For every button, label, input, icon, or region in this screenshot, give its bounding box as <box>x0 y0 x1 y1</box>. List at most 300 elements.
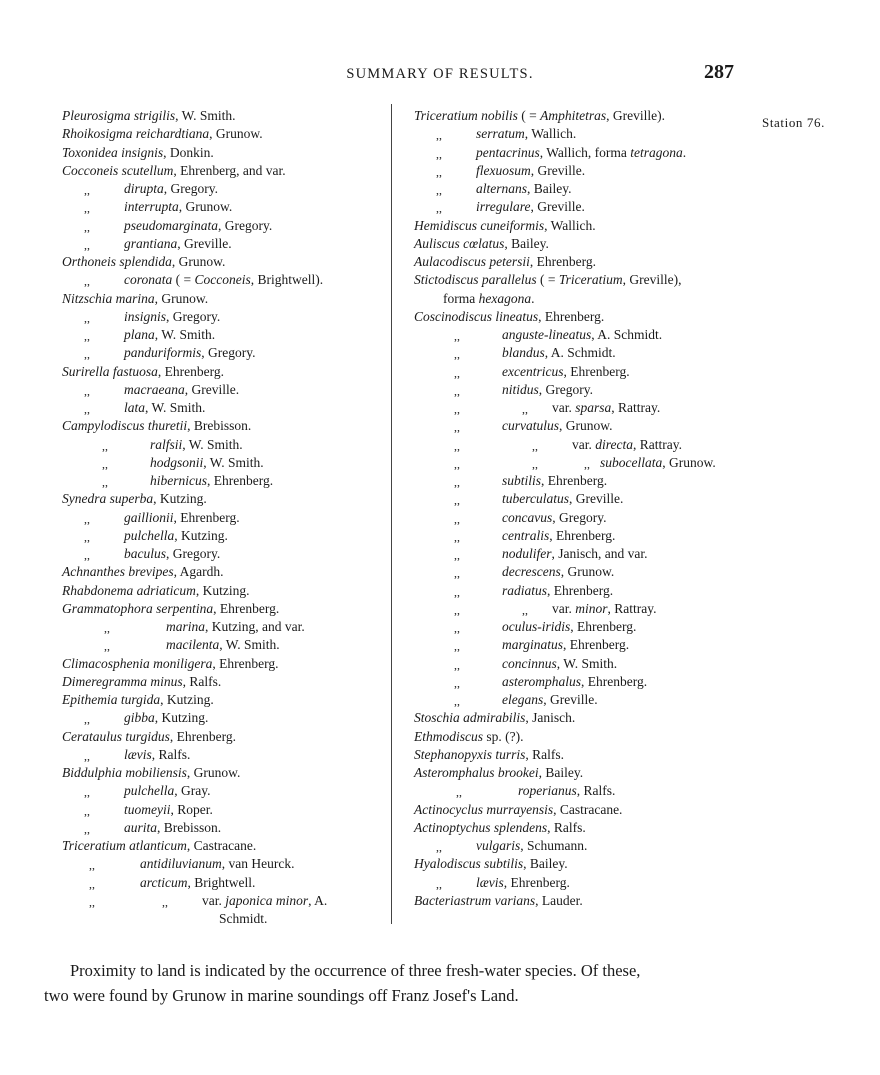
entry-text <box>502 326 662 344</box>
species-name: Biddulphia mobiliensis <box>62 765 187 780</box>
ditto-mark: ,, <box>454 548 460 562</box>
ditto-mark: ,, <box>456 785 462 800</box>
left-entry <box>62 728 380 746</box>
left-entry <box>62 253 380 271</box>
species-name: pulchella <box>124 527 175 543</box>
species-name: dirupta <box>124 181 164 196</box>
authority: , Gregory. <box>166 546 221 561</box>
species-name: ralfsii <box>150 436 183 452</box>
authority: , Greville. <box>177 235 232 251</box>
authority: , W. Smith. <box>175 108 236 123</box>
species-name: Hyalodiscus subtilis <box>414 856 524 872</box>
species-name: Coscinodiscus lineatus <box>414 308 539 324</box>
species-name: Rhoikosigma reichardtiana <box>62 126 210 142</box>
authority: , Donkin. <box>163 144 214 160</box>
ditto-mark: ,, <box>84 785 90 800</box>
left-entry <box>62 691 380 709</box>
species-name: Cocconeis scutellum <box>62 162 174 178</box>
entry-prefix: var. <box>202 892 226 908</box>
ditto-mark: ,, <box>436 840 442 854</box>
species-name-synonym: tetragona <box>630 144 683 160</box>
entry-text <box>62 107 236 125</box>
right-entry <box>414 162 754 180</box>
right-entry <box>414 308 754 326</box>
authority: , Wallich, forma <box>539 144 631 160</box>
authority: , Greville. <box>184 381 240 397</box>
ditto-mark: ,, <box>454 566 460 581</box>
species-name: coronata <box>124 272 173 288</box>
ditto-mark: ,, <box>89 894 95 909</box>
authority: , Ralfs. <box>547 819 586 835</box>
ditto-mark: ,, <box>84 548 90 562</box>
entry-text <box>502 381 593 399</box>
species-name: Nitzschia marina <box>62 290 155 306</box>
species-name: Triceratium nobilis <box>414 108 518 123</box>
authority: , Rattray. <box>611 400 661 415</box>
ditto-mark: ,, <box>454 493 460 508</box>
species-name: Aulacodiscus petersii <box>414 254 530 269</box>
entry-text <box>140 874 255 892</box>
left-entry <box>62 198 380 216</box>
left-entry <box>62 764 380 782</box>
right-entry <box>414 545 754 563</box>
species-name: Achnanthes brevipes <box>62 564 174 580</box>
authority: , Janisch. <box>525 710 576 726</box>
entry-text <box>502 490 623 508</box>
ditto-mark: ,, <box>454 675 460 690</box>
right-entry <box>414 892 754 910</box>
left-entry <box>62 563 380 581</box>
species-name: Orthoneis splendida <box>62 254 172 269</box>
right-entry <box>414 709 754 727</box>
entry-text <box>62 691 214 709</box>
species-name: pulchella <box>124 783 175 799</box>
species-name: Actinoptychus splendens <box>414 819 548 835</box>
authority: , W. Smith. <box>203 454 264 470</box>
authority: , W. Smith. <box>219 637 280 653</box>
right-entry <box>414 454 754 472</box>
species-name: subocellata <box>600 454 663 470</box>
species-name: Synedra superba <box>62 491 154 507</box>
entry-text <box>476 198 585 216</box>
ditto-mark: ,, <box>532 438 538 453</box>
authority: , Gray. <box>174 783 211 799</box>
entry-text <box>124 509 240 527</box>
authority: ( = <box>536 272 559 288</box>
left-entry <box>62 472 380 490</box>
ditto-mark: ,, <box>454 602 460 617</box>
right-entry <box>414 764 754 782</box>
authority: , Castracane. <box>186 838 257 853</box>
ditto-mark: ,, <box>454 511 460 526</box>
right-entry <box>414 673 754 691</box>
ditto-mark: ,, <box>84 402 90 416</box>
authority: , Ehrenberg. <box>581 673 648 689</box>
ditto-mark: ,, <box>454 329 460 343</box>
entry-text <box>62 162 286 180</box>
species-name: aurita <box>124 819 158 835</box>
ditto-mark: ,, <box>454 438 460 453</box>
species-name: Rhabdonema adriaticum <box>62 582 196 598</box>
right-entry <box>414 582 754 600</box>
authority: , Agardh. <box>173 564 224 580</box>
right-entry <box>414 125 754 143</box>
entry-text <box>443 290 534 308</box>
entry-text <box>502 563 614 581</box>
authority: , Ralfs. <box>151 746 191 762</box>
left-entry <box>62 363 380 381</box>
entry-text <box>124 180 218 198</box>
ditto-mark: ,, <box>89 876 95 891</box>
entry-prefix: var. <box>552 600 576 616</box>
right-entry <box>414 399 754 417</box>
ditto-mark: ,, <box>436 146 442 161</box>
ditto-mark: ,, <box>454 639 460 654</box>
ditto-mark: ,, <box>102 456 108 471</box>
left-entry <box>62 655 380 673</box>
species-name: gaillionii <box>124 509 174 525</box>
right-entry <box>414 655 754 673</box>
entry-text <box>414 746 564 764</box>
species-name: Ethmodiscus <box>414 728 483 744</box>
species-name: Hemidiscus cuneiformis <box>414 217 545 233</box>
authority: , Grunow. <box>178 199 233 215</box>
running-title: SUMMARY OF RESULTS. <box>346 66 534 82</box>
ditto-mark: ,, <box>84 237 90 252</box>
species-name: blandus <box>502 345 545 361</box>
right-entry <box>414 436 754 454</box>
right-entry <box>414 691 754 709</box>
ditto-mark: ,, <box>84 347 90 362</box>
species-name: insignis <box>124 308 167 324</box>
ditto-mark: ,, <box>436 164 442 179</box>
species-name: Auliscus cœlatus <box>414 235 505 251</box>
species-name: vulgaris <box>476 838 521 853</box>
ditto-mark: ,, <box>84 329 90 343</box>
ditto-mark: ,, <box>84 219 90 234</box>
species-name: decrescens <box>502 564 561 580</box>
authority: ( = <box>172 272 195 288</box>
ditto-mark: ,, <box>84 511 90 526</box>
right-entry <box>414 144 754 162</box>
authority: , Ralfs. <box>182 673 222 689</box>
authority: , Wallich. <box>544 217 596 233</box>
species-name-synonym: Triceratium <box>558 272 623 288</box>
species-name: Pleurosigma strigilis <box>62 108 176 123</box>
right-entry <box>414 490 754 508</box>
ditto-mark: ,, <box>454 402 460 416</box>
right-entry <box>414 563 754 581</box>
entry-text <box>124 527 228 545</box>
entry-prefix: forma <box>443 290 479 306</box>
entry-text <box>124 308 220 326</box>
entry-text <box>124 271 323 289</box>
authority: , Lauder. <box>535 892 583 908</box>
entry-text <box>414 819 586 837</box>
authority: , Grunow. <box>662 454 716 470</box>
ditto-mark: ,, <box>104 621 110 635</box>
authority: , Greville. <box>530 162 586 178</box>
right-entry <box>414 381 754 399</box>
species-name: Actinocyclus murrayensis <box>414 801 554 817</box>
ditto-mark: ,, <box>454 420 460 435</box>
entry-text <box>414 855 568 873</box>
authority: , Bailey. <box>523 856 568 872</box>
left-entry <box>62 144 380 162</box>
authority: , Ehrenberg. <box>541 473 608 488</box>
right-entry <box>414 527 754 545</box>
species-name: tuberculatus <box>502 491 569 507</box>
entry-text <box>62 490 207 508</box>
entry-text <box>124 235 232 253</box>
right-entry <box>414 819 754 837</box>
left-entry <box>62 673 380 691</box>
species-name: Grammatophora serpentina <box>62 600 214 616</box>
right-entry <box>414 253 754 271</box>
right-entry <box>414 363 754 381</box>
left-entry <box>62 874 380 892</box>
entry-text <box>414 217 596 235</box>
ditto-mark: ,, <box>522 402 528 416</box>
authority: , Ehrenberg. <box>563 637 630 653</box>
right-entry <box>414 290 754 308</box>
ditto-mark: ,, <box>454 347 460 362</box>
authority: , Ehrenberg. <box>538 308 605 324</box>
species-name: curvatulus <box>502 418 559 434</box>
ditto-mark: ,, <box>102 475 108 489</box>
entry-text <box>502 417 613 435</box>
entry-text <box>414 235 549 253</box>
authority: , van Heurck. <box>221 856 295 872</box>
entry-text <box>502 363 630 381</box>
left-entry <box>62 527 380 545</box>
species-list-left <box>62 107 380 928</box>
species-name: interrupta <box>124 199 179 215</box>
entry-text <box>552 600 657 618</box>
left-entry <box>62 417 380 435</box>
authority-synonym: . <box>682 144 687 160</box>
authority: , Grunow. <box>171 254 226 269</box>
ditto-mark: ,, <box>454 584 460 599</box>
species-name: oculus-iridis <box>502 619 571 634</box>
entry-text <box>414 308 604 326</box>
species-name: centralis <box>502 527 550 543</box>
authority: . <box>531 290 535 306</box>
authority: , A. Schmidt. <box>591 327 663 342</box>
left-entry <box>62 509 380 527</box>
entry-text <box>150 436 243 454</box>
entry-text <box>414 728 524 746</box>
entry-text <box>62 253 225 271</box>
authority: , Gregory. <box>166 308 221 324</box>
ditto-mark: ,, <box>104 639 110 654</box>
left-entry <box>62 709 380 727</box>
ditto-mark: ,, <box>84 821 90 836</box>
species-name: Surirella fastuosa <box>62 363 158 379</box>
ditto-mark: ,, <box>84 201 90 216</box>
species-name: sparsa <box>575 400 612 415</box>
right-entry <box>414 344 754 362</box>
authority-synonym: , Brightwell). <box>250 272 324 288</box>
authority: , Roper. <box>170 801 213 817</box>
entry-text <box>414 801 622 819</box>
page-number: 287 <box>704 61 734 83</box>
authority: ( = <box>517 108 541 123</box>
species-name: Stictodiscus parallelus <box>414 272 537 288</box>
authority: , Ralfs. <box>576 783 616 799</box>
entry-text <box>62 673 221 691</box>
left-entry <box>62 892 380 910</box>
left-entry-continuation <box>62 910 380 928</box>
authority: , Brightwell. <box>187 874 256 890</box>
species-name: Triceratium atlanticum <box>62 838 187 853</box>
ditto-mark: ,, <box>84 274 90 289</box>
authority: , Ehrenberg. <box>529 254 596 269</box>
entry-text <box>502 545 647 563</box>
authority: , Schumann. <box>520 838 588 853</box>
species-name: nodulifer <box>502 546 552 561</box>
right-entry <box>414 198 754 216</box>
right-entry <box>414 235 754 253</box>
right-entry <box>414 180 754 198</box>
species-name: irregulare <box>476 199 531 215</box>
species-list-right <box>414 107 754 910</box>
left-entry <box>62 600 380 618</box>
left-entry <box>62 436 380 454</box>
species-name: anguste-lineatus <box>502 327 592 342</box>
species-name: pentacrinus <box>476 144 540 160</box>
authority: , Wallich. <box>524 126 577 142</box>
authority: , Janisch, and var. <box>551 546 648 561</box>
entry-text <box>124 819 221 837</box>
authority-synonym: , Greville). <box>606 108 665 123</box>
entry-text <box>124 381 239 399</box>
entry-text <box>124 344 256 362</box>
left-entry <box>62 125 380 143</box>
authority: , Gregory. <box>163 181 218 196</box>
species-name: Stephanopyxis turris <box>414 746 526 762</box>
species-name: lata <box>124 400 146 415</box>
authority: , Ehrenberg. <box>207 473 274 488</box>
species-name-synonym: Cocconeis <box>194 272 251 288</box>
right-entry <box>414 417 754 435</box>
authority: , Ehrenberg. <box>173 509 240 525</box>
ditto-mark: ,, <box>436 876 442 891</box>
species-name: Toxonidea insignis <box>62 144 164 160</box>
species-name: directa <box>595 436 633 452</box>
footer-line-1: Proximity to land is indicated by the occurrence of three fresh-water species. Of these, <box>70 961 641 980</box>
authority: , Ehrenberg. <box>503 874 570 890</box>
authority: , Rattray. <box>633 436 682 452</box>
left-entry <box>62 217 380 235</box>
entry-text <box>502 527 615 545</box>
entry-text <box>476 125 576 143</box>
right-entry <box>414 782 754 800</box>
ditto-mark: ,, <box>162 894 168 909</box>
authority: , Bailey. <box>504 235 549 251</box>
entry-text <box>502 636 629 654</box>
species-name: minor <box>575 600 608 616</box>
entry-text <box>502 673 647 691</box>
entry-text <box>414 709 575 727</box>
entry-text <box>124 801 213 819</box>
right-entry <box>414 801 754 819</box>
authority: , Ehrenberg. <box>563 363 630 379</box>
species-name: Bacteriastrum varians <box>414 892 536 908</box>
ditto-mark: ,, <box>454 456 460 471</box>
left-entry <box>62 490 380 508</box>
authority: , Ehrenberg. <box>213 600 280 616</box>
entry-text <box>62 837 256 855</box>
species-name: alternans <box>476 181 528 196</box>
authority: , W. Smith. <box>556 655 618 671</box>
entry-text <box>502 618 636 636</box>
species-name: plana <box>124 327 155 342</box>
entry-text <box>166 618 305 636</box>
species-name: macilenta <box>166 637 220 653</box>
entry-prefix: var. <box>572 436 596 452</box>
ditto-mark: ,, <box>84 529 90 544</box>
left-entry <box>62 746 380 764</box>
species-name: hibernicus <box>150 473 207 488</box>
species-name-synonym: Amphitetras <box>540 108 607 123</box>
species-name: radiatus <box>502 582 548 598</box>
authority: , Brebisson. <box>157 819 222 835</box>
entry-text <box>124 198 232 216</box>
left-entry <box>62 235 380 253</box>
species-name: Asteromphalus brookei <box>414 765 539 780</box>
entry-text <box>502 472 607 490</box>
species-name: Campylodiscus thuretii <box>62 418 188 434</box>
authority: , Grunow. <box>154 290 209 306</box>
species-name: grantiana <box>124 235 178 251</box>
ditto-mark: ,, <box>522 602 528 617</box>
species-name: tuomeyii <box>124 801 171 817</box>
entry-text <box>124 746 190 764</box>
authority: , Gregory. <box>552 509 607 525</box>
species-name: antidiluvianum <box>140 856 222 872</box>
species-name: serratum <box>476 126 525 142</box>
station-label: Station 76. <box>762 115 825 130</box>
right-entry <box>414 855 754 873</box>
left-entry <box>62 344 380 362</box>
entry-text <box>600 454 716 472</box>
left-entry <box>62 271 380 289</box>
authority: , W. Smith. <box>182 436 243 452</box>
entry-text <box>414 107 665 125</box>
right-entry <box>414 746 754 764</box>
continuation-text: Schmidt. <box>219 911 268 926</box>
authority: , Ehrenberg. <box>547 582 614 598</box>
entry-text <box>62 144 214 162</box>
left-entry <box>62 618 380 636</box>
species-name: concavus <box>502 509 553 525</box>
entry-text <box>62 655 278 673</box>
entry-text <box>502 655 617 673</box>
ditto-mark: ,, <box>89 858 95 873</box>
species-name: arcticum <box>140 874 188 890</box>
authority: , Ehrenberg. <box>570 619 637 634</box>
authority: , Kutzing. <box>160 692 214 707</box>
entry-text <box>502 344 616 362</box>
entry-text <box>140 855 294 873</box>
right-entry <box>414 326 754 344</box>
authority: , Ehrenberg. <box>212 655 279 671</box>
entry-text <box>124 709 208 727</box>
ditto-mark: ,, <box>436 183 442 197</box>
entry-prefix: var. <box>552 400 576 415</box>
left-entry <box>62 636 380 654</box>
